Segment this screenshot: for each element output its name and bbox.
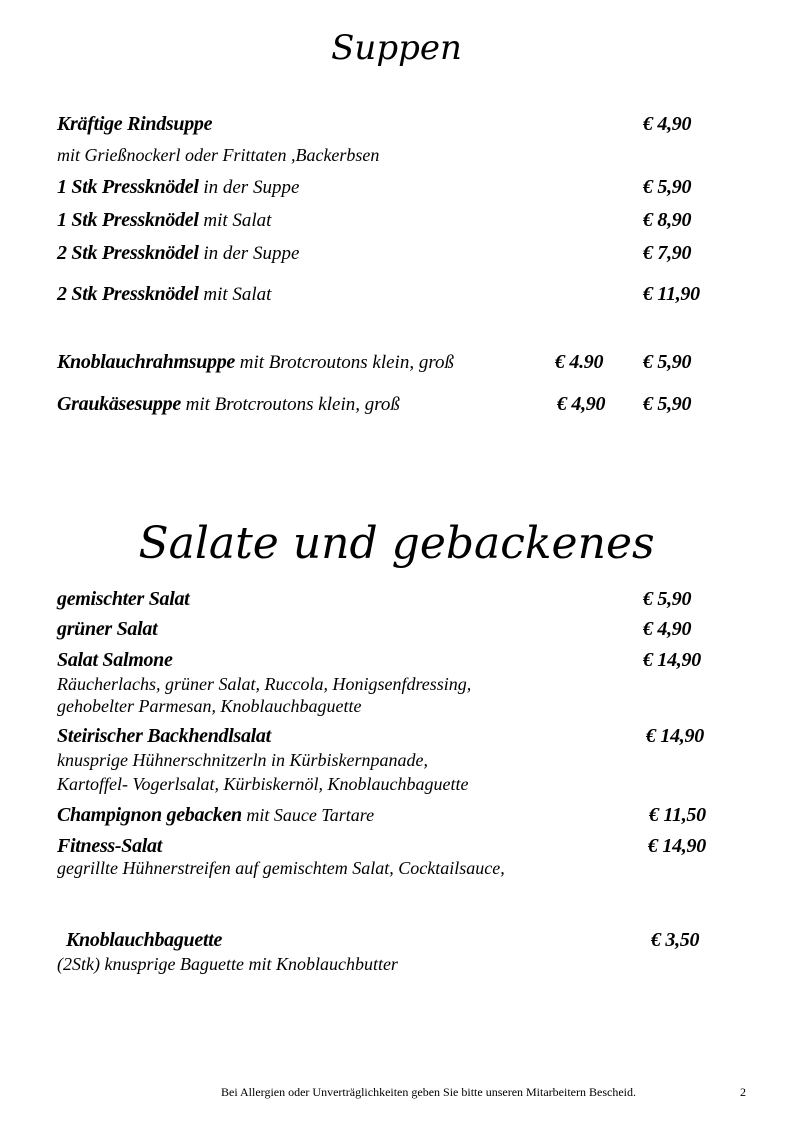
item-price-small: € 4,90 xyxy=(557,393,606,415)
menu-item-graukaesesuppe xyxy=(57,393,400,416)
menu-item-knoblauchbaguette: Knoblauchbaguette xyxy=(66,929,223,951)
item-suffix: mit Brotcroutons klein, groß xyxy=(235,352,455,373)
item-description: Räucherlachs, grüner Salat, Ruccola, Honigsenfdressing, xyxy=(57,674,472,694)
menu-item-champignon xyxy=(57,804,374,827)
item-suffix: mit Brotcroutons klein, groß xyxy=(180,394,400,415)
item-name: 1 Stk Pressknödel xyxy=(57,176,199,198)
item-name: Knoblauchrahmsuppe xyxy=(57,351,235,373)
item-price: € 8,90 xyxy=(643,209,692,231)
item-price: € 11,50 xyxy=(649,804,706,826)
item-name: Graukäsesuppe xyxy=(57,393,181,415)
menu-item-gruener-salat: grüner Salat xyxy=(57,618,158,640)
item-price-small: € 4.90 xyxy=(555,351,604,373)
allergy-note: Bei Allergien oder Unverträglichkeiten geben Sie bitte unseren Mitarbeitern Bescheid. xyxy=(221,1085,636,1099)
menu-item-knoblauchrahmsuppe xyxy=(57,351,454,374)
item-description: mit Grießnockerl oder Frittaten ,Backerbsen xyxy=(57,145,380,165)
item-name: Champignon gebacken xyxy=(57,804,242,826)
item-suffix: mit Salat xyxy=(198,210,272,231)
item-price: € 5,90 xyxy=(643,588,692,610)
item-price: € 14,90 xyxy=(643,649,701,671)
item-name: 2 Stk Pressknödel xyxy=(57,283,199,305)
menu-item-salat-salmone: Salat Salmone xyxy=(57,649,173,671)
item-description: knusprige Hühnerschnitzerln in Kürbiskernpanade, xyxy=(57,750,428,770)
item-price: € 14,90 xyxy=(646,725,704,747)
item-price: € 5,90 xyxy=(643,393,692,415)
item-suffix: mit Sauce Tartare xyxy=(241,805,375,825)
menu-item-gemischter-salat: gemischter Salat xyxy=(57,588,190,610)
item-price: € 11,90 xyxy=(643,283,700,305)
item-price: € 5,90 xyxy=(643,351,692,373)
menu-item-pressknoedel-salat-2 xyxy=(57,283,271,306)
section-title-salads: Salate und gebackenes xyxy=(138,518,655,569)
menu-item-pressknoedel-suppe-1 xyxy=(57,176,299,199)
item-price: € 4,90 xyxy=(643,618,692,640)
item-price: € 14,90 xyxy=(648,835,706,857)
item-description: gegrillte Hühnerstreifen auf gemischtem Salat, Cocktailsauce, xyxy=(57,858,505,878)
section-title-soups: Suppen xyxy=(331,28,462,68)
item-suffix: mit Salat xyxy=(198,284,272,305)
menu-item-fitness-salat: Fitness-Salat xyxy=(57,835,163,857)
menu-item-pressknoedel-suppe-2 xyxy=(57,242,299,265)
item-price: € 7,90 xyxy=(643,242,692,264)
item-price: € 5,90 xyxy=(643,176,692,198)
item-description: Kartoffel- Vogerlsalat, Kürbiskernöl, Knoblauchbaguette xyxy=(57,774,469,794)
item-suffix: in der Suppe xyxy=(198,177,300,198)
item-suffix: in der Suppe xyxy=(198,243,300,264)
item-description: gehobelter Parmesan, Knoblauchbaguette xyxy=(57,696,362,716)
item-name: Kräftige Rindsuppe xyxy=(57,113,213,135)
page-number: 2 xyxy=(740,1085,746,1099)
menu-item-pressknoedel-salat-1 xyxy=(57,209,271,232)
item-price: € 3,50 xyxy=(651,929,700,951)
menu-item-backhendlsalat: Steirischer Backhendlsalat xyxy=(57,725,271,747)
item-name: 1 Stk Pressknödel xyxy=(57,209,199,231)
item-description: (2Stk) knusprige Baguette mit Knoblauchbutter xyxy=(57,954,398,974)
menu-item-rindsuppe xyxy=(57,113,212,136)
item-price: € 4,90 xyxy=(643,113,692,135)
item-name: 2 Stk Pressknödel xyxy=(57,242,199,264)
